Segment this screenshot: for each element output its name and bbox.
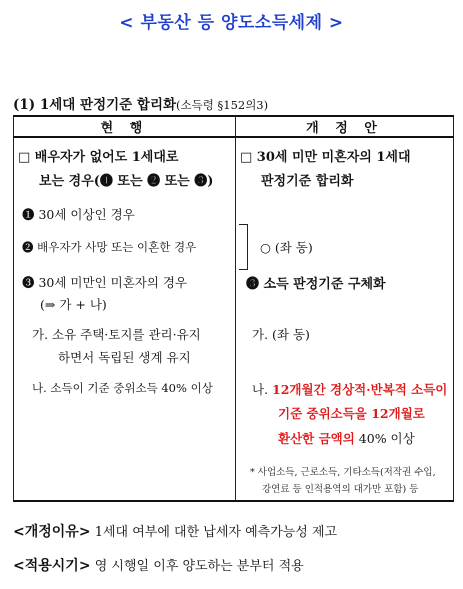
brace-bracket <box>239 224 248 270</box>
proposed-na-prefix: 나. <box>252 382 273 397</box>
proposed-na <box>252 380 447 398</box>
current-intro-line1: □ 배우자가 없어도 1세대로 <box>18 150 179 165</box>
current-item1: ❶ 30세 이상인 경우 <box>22 207 135 222</box>
proposed-intro-line1: □ 30세 미만 미혼자의 1세대 <box>240 150 411 165</box>
section-heading <box>13 93 268 113</box>
current-intro-line2: 보는 경우(❶ 또는 ❷ 또는 ❸) <box>39 174 214 189</box>
timing-label: <적용시기> <box>13 558 91 574</box>
table-header-row <box>14 116 454 137</box>
proposed-na-tail: 40% 이상 <box>354 431 415 446</box>
proposed-na-red2: 기준 중위소득을 12개월로 <box>278 406 425 421</box>
header-current: 현 행 <box>14 116 236 137</box>
proposed-same1: ○ (좌 동) <box>260 240 313 255</box>
current-ga-line2: 하면서 독립된 생계 유지 <box>58 350 191 365</box>
proposed-ga: 가. (좌 동) <box>252 327 310 342</box>
proposed-na-line3 <box>278 429 415 447</box>
table-row <box>14 137 454 501</box>
current-item3-line2: (⇒ 가 + 나) <box>40 297 107 312</box>
proposed-na-red1: 12개월간 경상적·반복적 소득이 <box>272 382 448 397</box>
header-proposed: 개 정 안 <box>236 116 454 137</box>
footnote-line2: 강연료 등 인적용역의 대가만 포함) 등 <box>262 484 419 495</box>
reason-label: <개정이유> <box>13 524 91 540</box>
current-ga-line1: 가. 소유 주택·토지를 관리·유지 <box>32 327 201 342</box>
proposed-na-red3: 환산한 금액의 <box>278 431 355 446</box>
timing-text: 영 시행일 이후 양도하는 분부터 적용 <box>90 559 304 574</box>
reason-text: 1세대 여부에 대한 납세자 예측가능성 제고 <box>90 525 338 540</box>
comparison-table <box>13 115 454 502</box>
page-title: < 부동산 등 양도소득세제 > <box>119 13 344 33</box>
footnote-line1: * 사업소득, 근로소득, 기타소득(저작권 수입, <box>250 467 436 478</box>
current-item2: ❷ 배우자가 사망 또는 이혼한 경우 <box>22 240 197 254</box>
current-column <box>14 137 236 501</box>
revision-reason <box>13 521 337 541</box>
proposed-column <box>236 137 454 501</box>
proposed-item3: ❸ 소득 판정기준 구체화 <box>246 277 386 292</box>
effective-date <box>13 555 304 575</box>
proposed-intro-line2: 판정기준 합리화 <box>261 174 354 189</box>
proposed-footnote <box>250 464 436 498</box>
current-item3-line1: ❸ 30세 미만인 미혼자의 경우 <box>22 275 188 290</box>
section-heading-text: (1) 1세대 판정기준 합리화 <box>13 97 177 113</box>
section-reference: (소득령 §152의3) <box>176 98 269 112</box>
current-na: 나. 소득이 기준 중위소득 40% 이상 <box>32 381 213 395</box>
